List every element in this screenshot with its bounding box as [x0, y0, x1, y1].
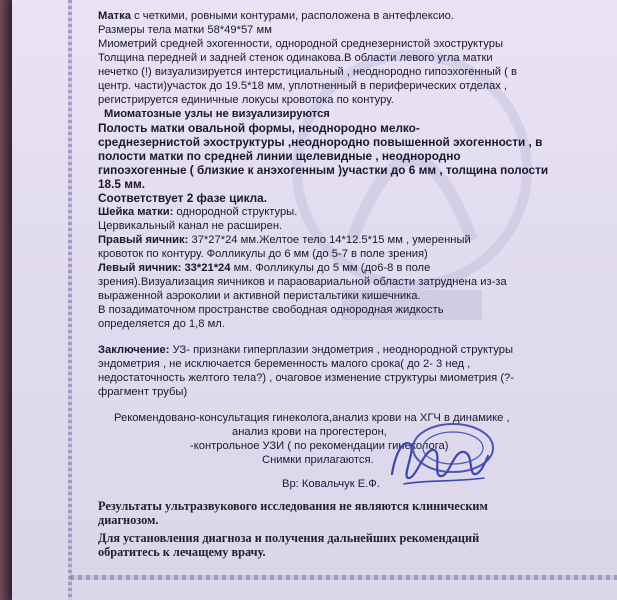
recommendation-line-3: -контрольное УЗИ ( по рекомендации гинеколога) — [190, 440, 449, 452]
uterus-line-1 — [98, 10, 454, 23]
left-ovary-line-1-rest: мм. Фолликулы до 5 мм (до6-8 в поле — [230, 262, 431, 274]
right-ovary-label: Правый яичник: — [98, 234, 189, 246]
left-ovary-line-3: выраженной аэроколии и активной перистальтики кишечника. — [98, 290, 421, 302]
uterus-label: Матка — [98, 10, 131, 22]
cervix-line-1-rest: однородной структуры. — [173, 206, 298, 218]
left-ovary-line-2: зрения).Визуализация яичников и параовариальной области затруднена из-за — [98, 276, 507, 288]
disclaimer-line-4: обратитесь к лечащему врачу. — [98, 545, 266, 559]
myoma-heading: Миоматозные узлы не визуализируются — [104, 108, 330, 120]
recommendation-line-2: анализ крови на прогестерон, — [232, 426, 387, 438]
recommendation-line-4: Снимки прилагаются. — [262, 454, 374, 466]
disclaimer-line-2: диагнозом. — [98, 513, 159, 527]
right-ovary-line-1 — [98, 234, 471, 247]
focus-line-2: центр. части)участок до 19.5*18 мм, уплотненный в периферических отделах , — [98, 80, 508, 92]
cervix-label: Шейка матки: — [98, 206, 174, 218]
disclaimer-line-3: Для установления диагноза и получения дальнейших рекомендаций — [98, 531, 480, 545]
cavity-line-2: среднезернистой эхоструктуры ,неоднородно повышенной эхогенности , в — [98, 135, 543, 149]
uterus-line-1-rest: с четкими, ровными контурами, расположена в антефлексио. — [130, 10, 454, 22]
recommendation-line-1: Рекомендовано-консультация гинеколога,анализ крови на ХГЧ в динамике , — [114, 412, 510, 424]
cavity-line-4: гипоэхогенные ( близкие к анэхогенным )участки до 6 мм , толщина полости — [98, 163, 549, 177]
cavity-line-3: полости матки по средней линии щелевидные , неоднородно — [98, 149, 461, 163]
cavity-line-1: Полость матки овальной формы, неоднородно мелко- — [98, 121, 420, 135]
cervix-line-2: Цервикальный канал не расширен. — [98, 220, 283, 232]
cycle-phase: Соответствует 2 фазе цикла. — [98, 191, 267, 205]
right-ovary-line-2: кровоток по контуру. Фолликулы до 6 мм (до 5-7 в поле зрения) — [98, 248, 428, 260]
left-ovary-label: Левый яичник: 33*21*24 — [98, 262, 231, 274]
fluid-line-2: определяется до 1,8 мл. — [98, 318, 225, 330]
fluid-line-1: В позадиматочном пространстве свободная однородная жидкость — [98, 304, 444, 316]
page-border-left — [68, 0, 72, 600]
conclusion-line-1 — [98, 344, 513, 357]
conclusion-line-4: фрагмент трубы) — [98, 386, 188, 398]
focus-line-3: регистрируется единичные локусы кровотока по контуру. — [98, 94, 394, 106]
focus-line-1: нечетко (!) визуализируется интерстициальный , неоднородно гипоэхогенный ( в — [98, 66, 517, 78]
doctor-name: Вр: Ковальчук Е.Ф. — [282, 478, 380, 490]
uterus-size-line: Размеры тела матки 58*49*57 мм — [98, 24, 272, 36]
myometrium-line: Миометрий средней эхогенности, однородной среднезернистой эхоструктуры — [98, 38, 504, 50]
signature-icon — [384, 430, 494, 492]
conclusion-line-1-rest: УЗ- признаки гиперплазии эндометрия , неоднородной структуры — [169, 344, 513, 356]
cervix-line-1 — [98, 206, 297, 219]
disclaimer-line-1: Результаты ультразвукового исследования не являются клиническим — [98, 499, 488, 513]
conclusion-label: Заключение: — [98, 344, 170, 356]
conclusion-line-2: эндометрия , не исключается беременность малого срока( до 2- 3 нед , — [98, 358, 471, 370]
right-ovary-line-1-rest: 37*27*24 мм.Желтое тело 14*12.5*15 мм , умеренный — [188, 234, 471, 246]
page-border-bottom — [70, 575, 617, 580]
left-ovary-line-1 — [98, 262, 430, 275]
table-surface — [0, 0, 12, 600]
conclusion-line-3: недостаточность желтого тела?) , очаговое изменение структуры миометрия (?- — [98, 372, 515, 384]
cavity-line-5: 18.5 мм. — [98, 177, 145, 191]
walls-line: Толщина передней и задней стенок одинакова.В области левого угла матки — [98, 52, 493, 64]
